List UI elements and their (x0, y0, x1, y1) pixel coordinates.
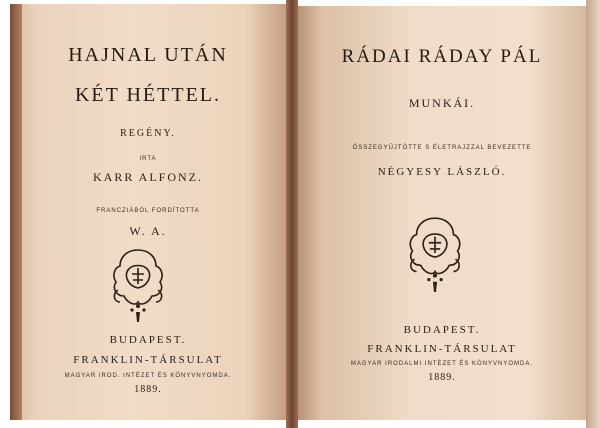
book-edge-right (586, 0, 600, 428)
left-genre: REGÉNY. (120, 128, 176, 139)
printer-emblem-icon (106, 244, 170, 324)
right-editor-note: ÖSSZEGYŰJTÖTTE S ÉLETRAJZZAL BEVEZETTE (352, 145, 532, 151)
right-title-page (298, 6, 586, 420)
right-year: 1889. (428, 372, 456, 383)
left-printer: MAGYAR IROD. INTÉZET ÉS KÖNYVNYOMDA. (64, 373, 232, 379)
left-title-line1: HAJNAL UTÁN (68, 44, 228, 66)
left-by: IRTA (139, 156, 157, 162)
right-subtitle: MUNKÁI. (408, 96, 476, 110)
left-author: KARR ALFONZ. (92, 170, 203, 184)
left-city: BUDAPEST. (109, 334, 187, 346)
right-publisher: FRANKLIN-TÁRSULAT (367, 343, 517, 355)
left-year: 1889. (134, 384, 162, 395)
right-city: BUDAPEST. (403, 324, 481, 336)
printer-emblem-icon (400, 212, 470, 294)
right-editor: NÉGYESY LÁSZLÓ. (377, 166, 507, 178)
book-gutter (286, 0, 298, 428)
right-printer: MAGYAR IRODALMI INTÉZET ÉS KÖNYVNYOMDA. (350, 361, 534, 367)
left-title-page (10, 4, 286, 420)
left-translator-note: FRANCZIÁBÓL FORDÍTOTTA (96, 208, 200, 214)
left-publisher: FRANKLIN-TÁRSULAT (73, 354, 223, 366)
right-title: RÁDAI RÁDAY PÁL (341, 46, 543, 67)
left-title-line2: KÉT HÉTTEL. (74, 84, 222, 106)
left-translator: W. A. (129, 224, 167, 238)
